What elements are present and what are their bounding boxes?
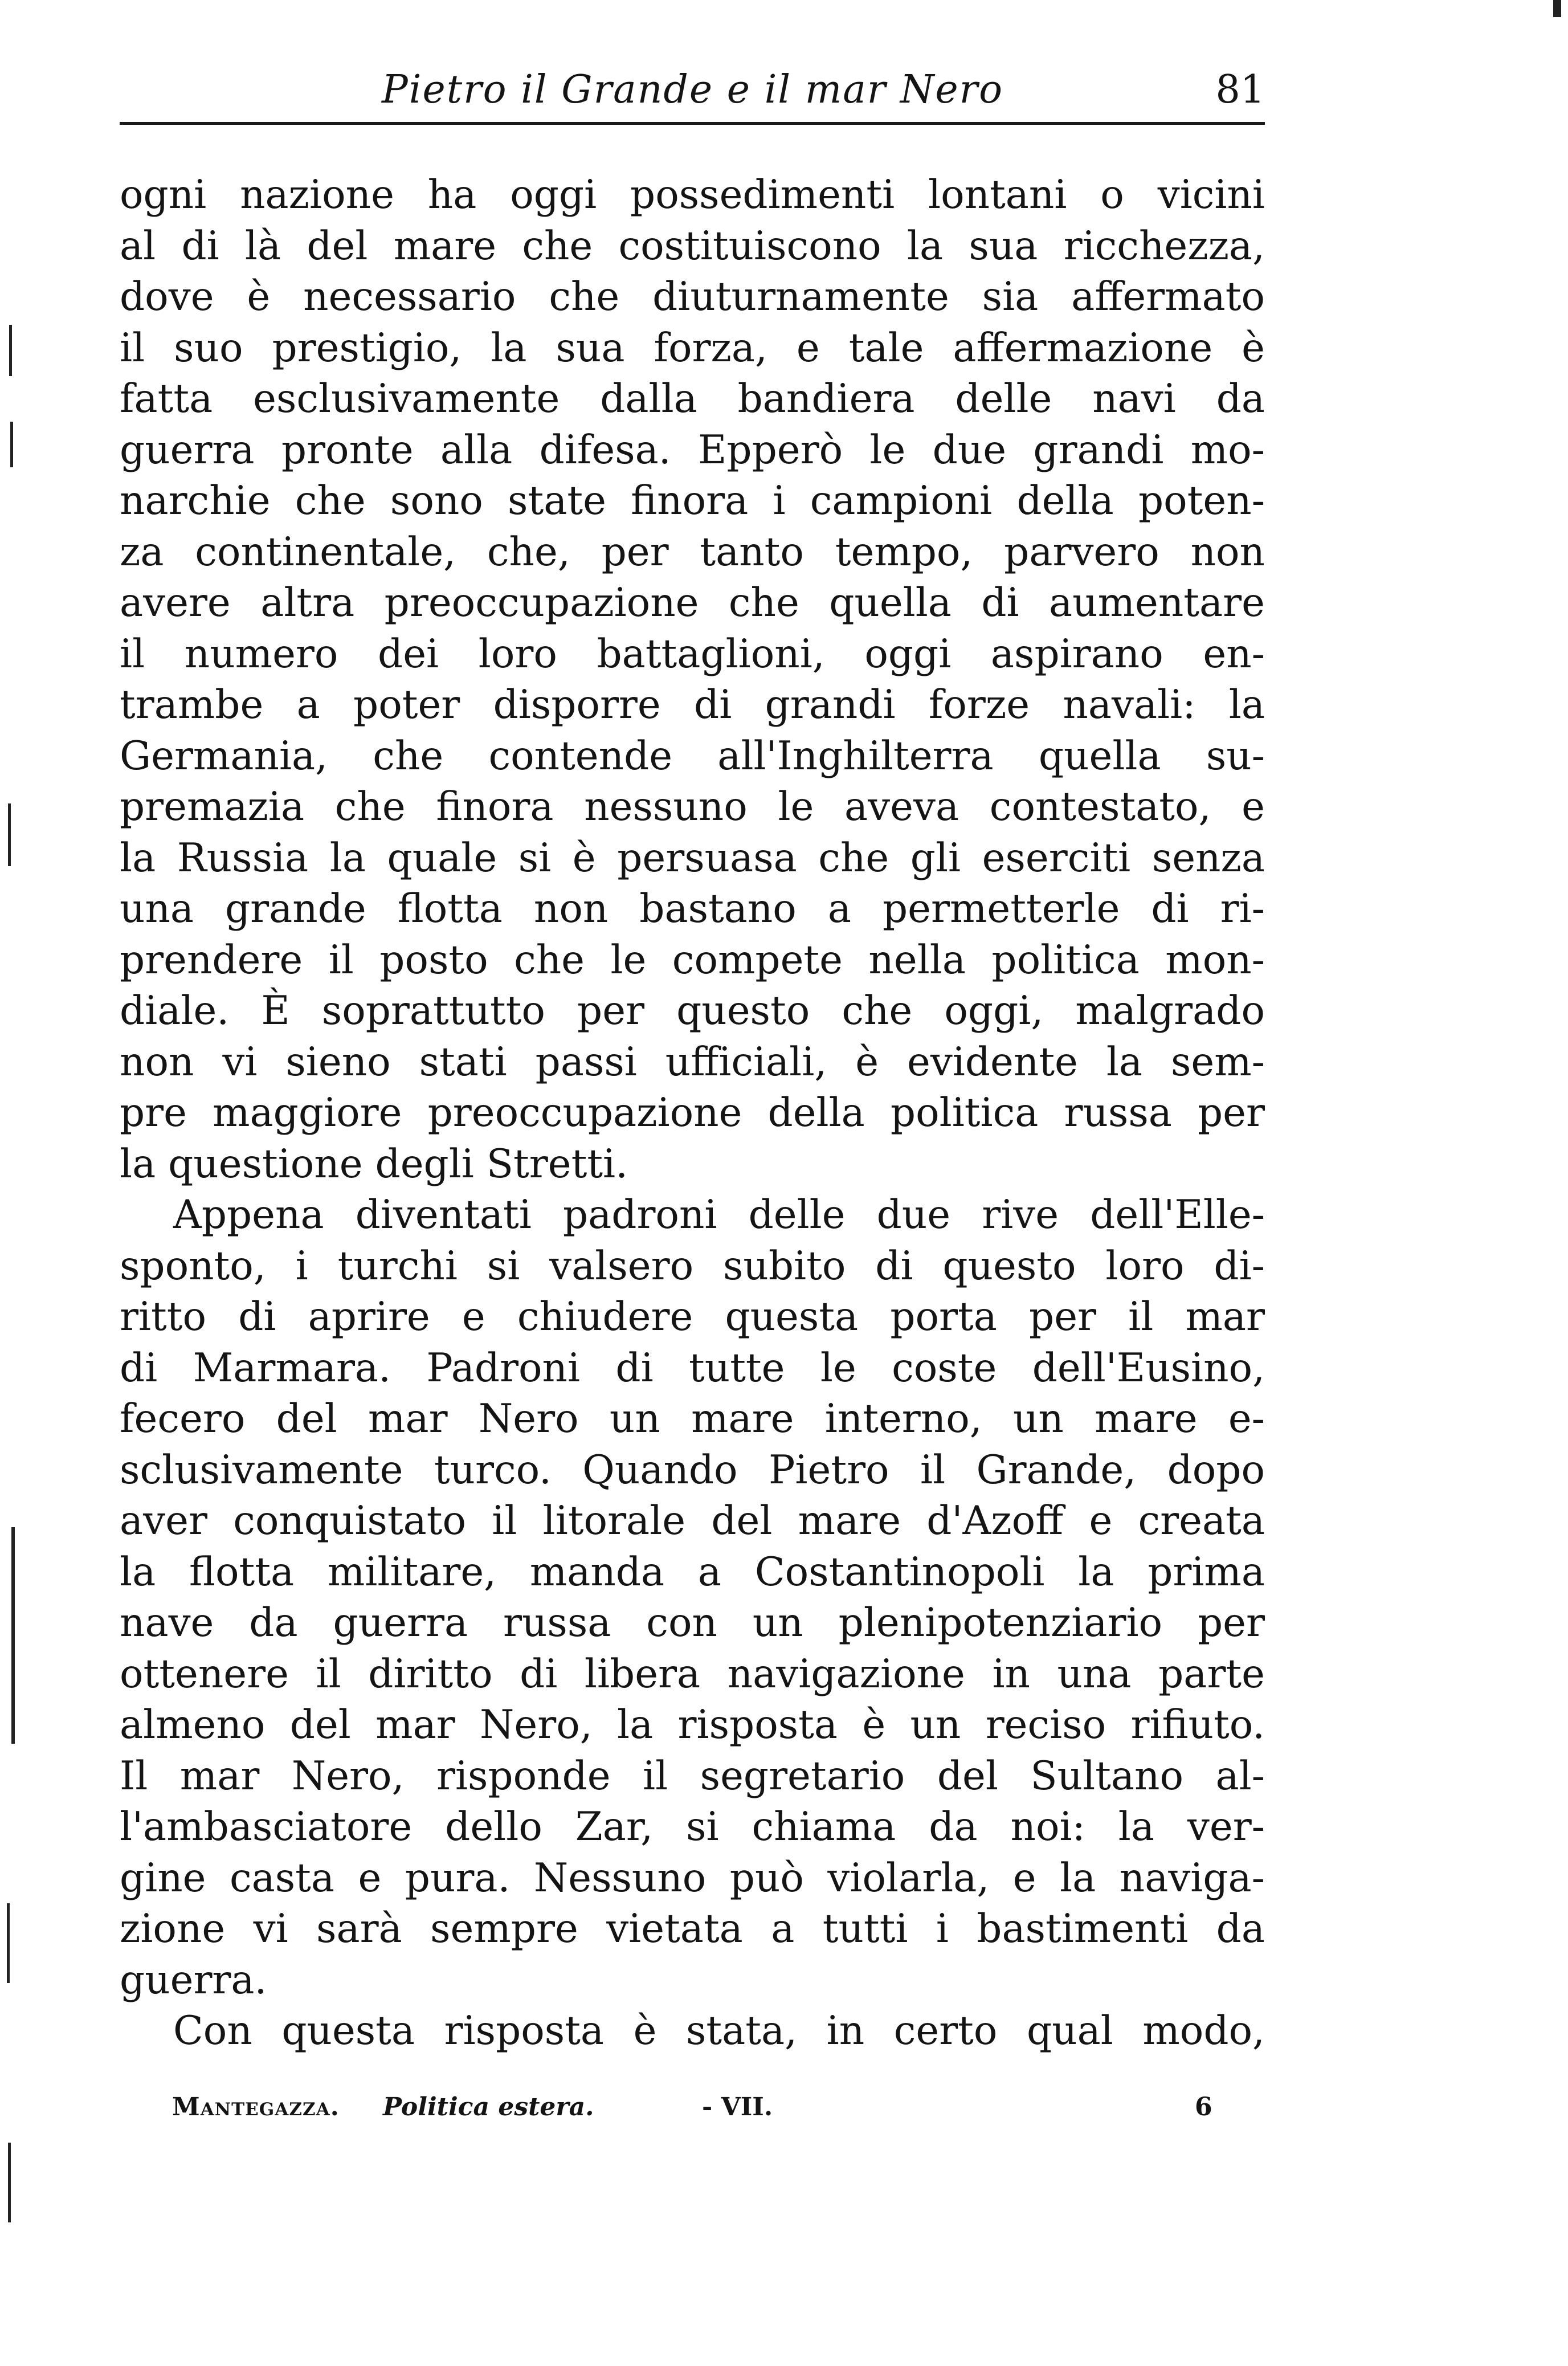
- text-line: di Marmara. Padroni di tutte le coste dell'Eusino,: [120, 1345, 1265, 1391]
- text-line: diale. È soprattutto per questo che oggi, malgrado: [120, 988, 1265, 1034]
- scan-artifact: [8, 803, 11, 866]
- text-line: prendere il posto che le compete nella politica mon-: [120, 937, 1265, 983]
- scan-artifact: [8, 2143, 11, 2222]
- text-line: pre maggiore preoccupazione della politica russa per: [120, 1090, 1265, 1136]
- running-title: Pietro il Grande e il mar Nero: [382, 67, 1004, 112]
- scan-artifact: [7, 1903, 10, 1983]
- footer-series-title: Politica estera.: [383, 2092, 594, 2122]
- text-line: fatta esclusivamente dalla bandiera delle navi da: [120, 376, 1265, 422]
- text-line: nave da guerra russa con un plenipotenziario per: [120, 1600, 1265, 1646]
- text-line: Il mar Nero, risponde il segretario del Sultano al-: [120, 1753, 1265, 1799]
- text-line: almeno del mar Nero, la risposta è un reciso rifiuto.: [120, 1702, 1265, 1748]
- paragraph-start-line: Appena diventati padroni delle due rive dell'Elle-: [173, 1192, 1265, 1238]
- footer-author: Mantegazza.: [172, 2092, 340, 2122]
- text-line: la flotta militare, manda a Costantinopoli la prima: [120, 1549, 1265, 1595]
- body-text: [120, 170, 1265, 2057]
- text-line: non vi sieno stati passi ufficiali, è evidente la sem-: [120, 1039, 1265, 1085]
- text-line: zione vi sarà sempre vietata a tutti i bastimenti da: [120, 1906, 1265, 1952]
- text-line: Germania, che contende all'Inghilterra quella su-: [120, 733, 1265, 779]
- text-line: dove è necessario che diuturnamente sia affermato: [120, 274, 1265, 320]
- scan-artifact: [1553, 0, 1561, 17]
- footer-signature-mark: 6: [1195, 2092, 1212, 2122]
- text-line: gine casta e pura. Nessuno può violarla, e la naviga-: [120, 1855, 1265, 1901]
- text-line: aver conquistato il litorale del mare d'Azoff e creata: [120, 1498, 1265, 1544]
- text-line: premazia che finora nessuno le aveva contestato, e: [120, 784, 1265, 830]
- text-line: la questione degli Stretti.: [120, 1141, 628, 1187]
- text-line: narchie che sono state finora i campioni della poten-: [120, 478, 1265, 524]
- text-line: l'ambasciatore dello Zar, si chiama da noi: la ver-: [120, 1804, 1265, 1850]
- text-line: la Russia la quale si è persuasa che gli eserciti senza: [120, 835, 1265, 881]
- paragraph-start-line: Con questa risposta è stata, in certo qual modo,: [173, 2008, 1265, 2054]
- text-line: fecero del mar Nero un mare interno, un mare e-: [120, 1396, 1265, 1442]
- text-line: il suo prestigio, la sua forza, e tale affermazione è: [120, 325, 1265, 371]
- text-line: avere altra preoccupazione che quella di aumentare: [120, 580, 1265, 626]
- text-line: sponto, i turchi si valsero subito di questo loro di-: [120, 1243, 1265, 1289]
- page-number: 81: [1215, 67, 1265, 112]
- header-rule: [120, 122, 1265, 125]
- text-line: guerra pronte alla difesa. Epperò le due grandi mo-: [120, 427, 1265, 473]
- text-line: il numero dei loro battaglioni, oggi aspirano en-: [120, 631, 1265, 677]
- scan-artifact: [11, 1527, 15, 1744]
- scan-artifact: [9, 325, 12, 376]
- text-line: ottenere il diritto di libera navigazione in una parte: [120, 1651, 1265, 1697]
- running-head: [120, 67, 1265, 130]
- text-line: sclusivamente turco. Quando Pietro il Grande, dopo: [120, 1447, 1265, 1493]
- page-footer: [172, 2092, 1212, 2132]
- text-line: ogni nazione ha oggi possedimenti lontani o vicini: [120, 172, 1265, 218]
- text-line: al di là del mare che costituiscono la sua ricchezza,: [120, 223, 1265, 269]
- text-line: una grande flotta non bastano a permetterle di ri-: [120, 886, 1265, 932]
- text-line: guerra.: [120, 1957, 267, 2003]
- text-line: trambe a poter disporre di grandi forze navali: la: [120, 682, 1265, 728]
- footer-volume: - VII.: [702, 2092, 773, 2122]
- text-line: za continentale, che, per tanto tempo, parvero non: [120, 529, 1265, 575]
- scan-artifact: [10, 422, 13, 467]
- text-line: ritto di aprire e chiudere questa porta per il mar: [120, 1294, 1265, 1340]
